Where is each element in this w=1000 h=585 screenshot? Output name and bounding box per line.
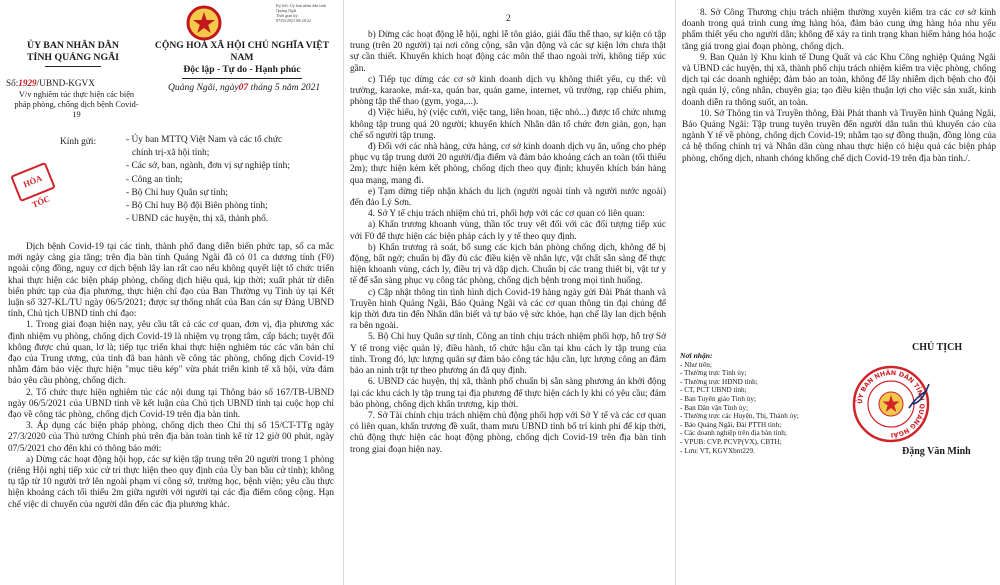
place-date-suffix: tháng 5 năm 2021 bbox=[250, 82, 321, 93]
paragraph: c) Tiếp tục dừng các cơ sở kinh doanh dịch vụ không thiết yếu, cụ thể: vũ trường, karaoke, mát-xa, quán bar, quán game, internet, vũ trường, rạp chiếu phim, phòng tập thể thao (gym, yoga,...). bbox=[350, 74, 666, 108]
doc-no-suffix: /UBND-KGVX bbox=[36, 78, 95, 88]
place-date bbox=[168, 82, 320, 93]
distribution-item: - Thường trực HĐND tỉnh; bbox=[680, 377, 758, 386]
page-1-body bbox=[8, 242, 334, 511]
country-name: CỘNG HOÀ XÃ HỘI CHỦ NGHĨA VIỆT NAM bbox=[154, 40, 330, 63]
official-seal-icon bbox=[851, 364, 931, 444]
recipient-line: - Ủy ban MTTQ Việt Nam và các tổ chức bbox=[126, 135, 283, 145]
digital-signature-stamp bbox=[276, 3, 336, 23]
distribution-item: - Lưu: VT, KGVXbnt229. bbox=[680, 446, 755, 455]
recipient-line: - UBND các huyện, thị xã, thành phố. bbox=[126, 214, 269, 225]
recipient-list bbox=[126, 134, 290, 226]
signature-stamp-line: 07/05/2021 08:28:22 bbox=[276, 18, 312, 23]
paragraph: 1. Trong giai đoạn hiện nay, yêu cầu tất cả các cơ quan, đơn vị, địa phương xác định nhiệm vụ phòng, chống dịch Covid-19 là nhiệm vụ trọng tâm, cấp bách; tuyệt đối không được chủ quan, lơ là; tiếp tục triển khai thực hiện nghiêm túc các văn bản chỉ đạo của Trung ương, của tỉnh đã ban hành về công tác phòng, chống dịch Covid-19 nhằm đảm bảo việc thực hiện "mục tiêu kép" vừa phát triển kinh tế xã hội, vừa đảm bảo yêu cầu phòng, chống dịch. bbox=[8, 320, 334, 387]
distribution-item: - Báo Quảng Ngãi, Đài PTTH tỉnh; bbox=[680, 420, 782, 429]
paragraph: b) Dừng các hoạt động lễ hội, nghi lễ tôn giáo, giải đấu thể thao, sự kiện có tập trung (trên 20 người) tại nơi công cộng, sân vận động và các sự kiện lớn chưa thật sự cần thiết. Khuyến khích hoạt động các môn thể thao ngoài trời, không tiếp xúc gần. bbox=[350, 30, 666, 74]
national-emblem-icon bbox=[186, 5, 222, 41]
signatory-title: CHỦ TỊCH bbox=[912, 342, 963, 353]
paragraph: b) Khẩn trương rà soát, bổ sung các kịch bản phòng chống dịch, không để bị động, bất ngờ; chuẩn bị đầy đủ các điều kiện về nhân lực, vật chất sẵn sàng để thực hiện khoanh vùng, cách ly, điều trị và dập dịch. Chuẩn bị các trang thiết bị, vật tư y tế để sẵn sàng phục vụ công tác phòng, chống dịch bệnh trong mọi tình huống. bbox=[350, 242, 666, 287]
doc-no-prefix: Số: bbox=[6, 78, 19, 88]
issuing-authority bbox=[8, 40, 138, 67]
distribution-item: - Các doanh nghiệp trên địa bàn tỉnh; bbox=[680, 429, 787, 438]
distribution-item: - Như trên; bbox=[680, 360, 712, 369]
recipient-line: - Bộ Chỉ huy Quân sự tỉnh; bbox=[126, 187, 228, 198]
recipient-line: chính trị-xã hội tỉnh; bbox=[132, 148, 210, 159]
doc-no-handwritten: 1929 bbox=[18, 78, 37, 88]
day-handwritten: 07 bbox=[238, 82, 249, 93]
signature-stamp-line: Ký bởi: Ủy ban nhân dân tỉnh Quảng Ngãi bbox=[276, 3, 326, 13]
paragraph: 3. Áp dụng các biện pháp phòng, chống dịch theo Chỉ thị số 15/CT-TTg ngày 27/3/2020 của Thủ tướng Chính phủ trên địa bàn toàn tỉnh kể từ 12 giờ 00 phút, ngày 07/5/2021 cho đến khi có thông báo mới: bbox=[8, 421, 334, 454]
paragraph: 10. Sở Thông tin và Truyền thông, Đài Phát thanh và Truyền hình Quảng Ngãi, Báo Quảng Ngãi: Tập trung tuyên truyền đến người dân tuân thủ khuyến cáo của ngành Y tế về phòng, chống dịch Covid-19; nhằm tạo sự đồng thuận, đồng lòng của cả hệ thống chính trị và Nhân dân cùng nhau thực hiện có hiệu quả các biện pháp phòng, chống dịch, nhanh chóng khống chế dịch Covid-19 trên địa bàn tỉnh./. bbox=[682, 108, 996, 164]
motto: Độc lập - Tự do - Hạnh phúc bbox=[183, 64, 301, 75]
distribution-item: - Ban Dân vận Tỉnh ủy; bbox=[680, 403, 748, 412]
seal-text: ỦY BAN NHÂN DÂN TỈNH QUẢNG NGÃI bbox=[855, 368, 927, 440]
distribution-item: - Thường trực Tỉnh ủy; bbox=[680, 369, 747, 378]
page-number: 2 bbox=[506, 14, 511, 24]
signer-name: Đặng Văn Minh bbox=[902, 446, 971, 457]
header-rule bbox=[45, 66, 101, 67]
document-subject: V/v nghiêm túc thực hiện các biện pháp phòng, chống dịch bệnh Covid-19 bbox=[14, 90, 139, 119]
paragraph: 2. Tổ chức thực hiện nghiêm túc các nội dung tại Thông báo số 167/TB-UBND ngày 06/5/2021 của UBND tỉnh về kết luận của Chủ tịch UBND tỉnh tại cuộc họp chỉ đạo về công tác phòng, chống dịch Covid-19 trên địa bàn tỉnh. bbox=[8, 387, 334, 421]
paragraph: 6. UBND các huyện, thị xã, thành phố chuẩn bị sẵn sàng phương án khởi động lại các khu cách ly tập trung tại địa phương để thực hiện cách ly khi có yêu cầu; đảm bảo phòng, chống dịch khẩn trương, kịp thời. bbox=[350, 377, 666, 410]
place-date-prefix: Quảng Ngãi, ngày bbox=[168, 82, 239, 93]
recipient-line: - Bộ Chỉ huy Bộ đội Biên phòng tỉnh; bbox=[126, 201, 268, 212]
distribution-list bbox=[680, 352, 815, 455]
recipient-line: - Các sở, ban, ngành, đơn vị sự nghiệp tỉnh; bbox=[126, 161, 290, 172]
page-3-body bbox=[682, 8, 996, 165]
distribution-item: - CT, PCT UBND tỉnh; bbox=[680, 386, 747, 395]
kinh-gui-label: Kính gửi: bbox=[60, 137, 97, 147]
paragraph: 4. Sở Y tế chịu trách nhiệm chủ trì, phối hợp với các cơ quan có liên quan: bbox=[368, 209, 645, 220]
paragraph: 7. Sở Tài chính chịu trách nhiệm chủ động phối hợp với Sở Y tế và các cơ quan có liên quan, khẩn trương đề xuất, tham mưu UBND tỉnh bố trí kinh phí để kịp thời, chủ động thực hiện các hoạt động phòng, chống dịch Covid-19 trên địa bàn tỉnh trong giai đoạn hiện nay. bbox=[350, 410, 666, 455]
document-page-1 bbox=[0, 0, 340, 585]
distribution-title: Nơi nhận: bbox=[680, 351, 713, 360]
paragraph: a) Khẩn trương khoanh vùng, thần tốc truy vết đối với các đối tượng tiếp xúc với F0 để thực hiện các biện pháp cách ly y tế theo quy định. bbox=[350, 220, 666, 242]
paragraph: c) Cập nhật thông tin tình hình dịch Covid-19 hàng ngày gửi Đài Phát thanh và Truyền hình Quảng Ngãi, Báo Quảng Ngãi và các cơ quan thông tin đại chúng để kịp thời đưa tin đến Nhân dân biết và tự bảo vệ sức khỏe, hạn chế lây lan dịch bệnh ra bên ngoài. bbox=[350, 287, 666, 332]
recipient-line: - Công an tỉnh; bbox=[126, 174, 183, 185]
signature-stamp-line: Thời gian ký: bbox=[276, 13, 299, 18]
paragraph: a) Dừng các hoạt động hội họp, các sự kiện tập trung trên 20 người trong 1 phòng (riêng Hội nghị tiếp xúc cử tri thực hiện theo quy định của Ủy ban bầu cử tỉnh); không tụ tập từ 10 người trở lên ngoài phạm vi công sở, trường học, bệnh viện; yêu cầu thực hiện khoảng cách tối thiểu 2m giữa người với người tại các địa điểm công cộng. Hạn chế việc di chuyển của người dân đến các địa phương khác. bbox=[8, 454, 334, 510]
paragraph: e) Tạm dừng tiếp nhận khách du lịch (người ngoài tỉnh và người nước ngoài) đến đảo Lý Sơn. bbox=[350, 186, 666, 209]
distribution-item: - Thường trực các Huyện, Thị, Thành ủy; bbox=[680, 412, 799, 421]
paragraph: 8. Sở Công Thương chịu trách nhiệm thường xuyên kiểm tra các cơ sở kinh doanh trong quá trình cung ứng hàng hóa, đảm bảo cung ứng hàng hóa nhu yếu phẩm thiết yếu cho người dân; không để xảy ra tình trạng khan hiếm hàng hóa hoặc tăng giá trong giai đoạn phòng, chống dịch. bbox=[682, 8, 996, 52]
urgent-stamp: HỎA TỐC bbox=[10, 162, 56, 202]
paragraph: 5. Bộ Chỉ huy Quân sự tỉnh, Công an tỉnh chịu trách nhiệm phối hợp, hỗ trợ Sở Y tế trong việc quản lý, điều hành, tổ chức hậu cần tại khu cách ly tập trung của tỉnh. Trong đó, lực lượng quân sự đảm bảo công tác hậu cần, lực lượng công an đảm bảo an ninh trật tự theo phương án đã quy định. bbox=[350, 332, 666, 377]
paragraph: d) Việc hiếu, hỷ (việc cưới, việc tang, liên hoan, tiệc nhỏ...) được tổ chức nhưng không tập trung quá 20 người; khuyến khích Nhân dân tổ chức đơn giản, gọn, hạn chế số người tập trung. bbox=[350, 108, 666, 141]
motto-rule bbox=[182, 78, 302, 79]
paragraph: Dịch bệnh Covid-19 tại các tỉnh, thành phố đang diễn biến phức tạp, số ca mắc mới ngày càng gia tăng; trên địa bàn tỉnh Quảng Ngãi đã có 01 ca dương tính (F0) ngoài cộng đồng, nguy cơ dịch bệnh lây lan rất cao nếu không quyết liệt tổ chức triển khai thực hiện các biện pháp phòng, chống dịch hiệu quả, kịp thời; xuất phát từ diễn biến phức tạp của địa phương, thực hiện chỉ đạo của Ban Thường vụ Tỉnh ủy tại Kết luận số 327-KL/TU ngày 06/5/2021; được sự thống nhất của Ban cán sự Đảng UBND tỉnh, Chủ tịch UBND tỉnh chỉ đạo: bbox=[8, 242, 334, 320]
document-number bbox=[6, 78, 95, 88]
page-2-body bbox=[350, 30, 666, 456]
document-page-3 bbox=[675, 0, 1000, 585]
authority-line-2: TỈNH QUẢNG NGÃI bbox=[27, 52, 119, 63]
distribution-item: - Ban Tuyên giáo Tỉnh ủy; bbox=[680, 394, 756, 403]
distribution-item: - VPUB: CVP, PCVP(VX), CBTH; bbox=[680, 437, 782, 446]
paragraph: 9. Ban Quản lý Khu kinh tế Dung Quất và các Khu Công nghiệp Quảng Ngãi và UBND các huyện, thị xã, thành phố chịu trách nhiệm kiểm tra việc phòng, chống dịch tại các doanh nghiệp; đảm bảo an toàn, không để lây nhiễm dịch bệnh cho đội ngũ quản lý, công nhân, chuyên gia; tạo điều kiện thuận lợi cho việc sản xuất, kinh doanh diễn ra thông suốt, an toàn. bbox=[682, 52, 996, 108]
national-header bbox=[147, 40, 337, 79]
document-page-2 bbox=[343, 0, 673, 585]
authority-line-1: ỦY BAN NHÂN DÂN bbox=[27, 40, 119, 51]
paragraph: đ) Đối với các nhà hàng, cửa hàng, cơ sở kinh doanh dịch vụ ăn, uống cho phép phục vụ tập trung dưới 20 người/địa điểm và đảm bảo khoảng cách an toàn (tối thiểu 2m); thực hiện kẻm kết phòng, chống dịch theo quy định; khuyến khích bán hàng qua mạng, mang đi. bbox=[350, 142, 666, 186]
